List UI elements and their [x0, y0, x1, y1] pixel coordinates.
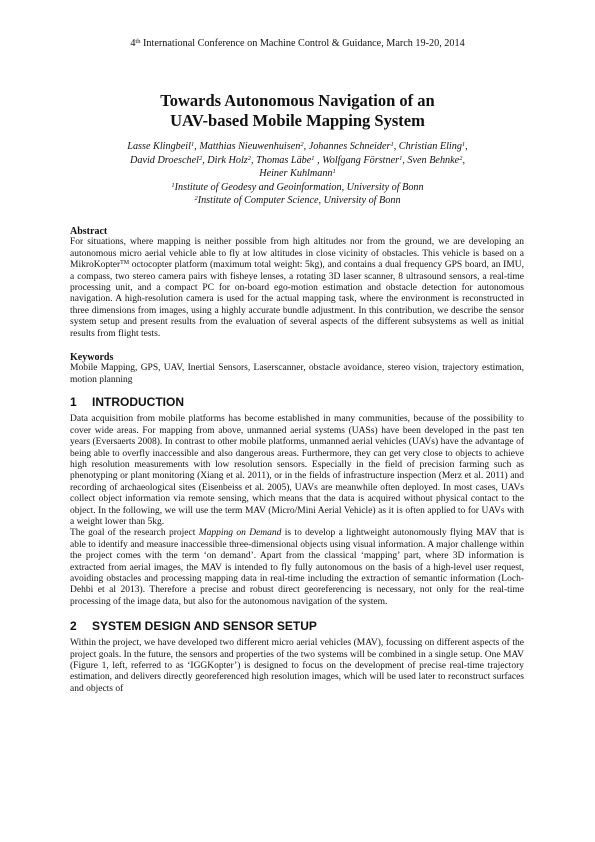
author-affiliation: 2 — [247, 154, 251, 162]
author-separator: , — [202, 154, 208, 166]
author-name: Christian Eling — [398, 141, 462, 152]
affiliation-text: Institute of Geodesy and Geoinformation, University of Bonn — [174, 181, 424, 193]
section-title: SYSTEM DESIGN AND SENSOR SETUP — [92, 619, 317, 634]
header-ordinal: 4 — [130, 38, 136, 49]
author-separator: , — [303, 141, 309, 152]
author-line-3 — [60, 167, 535, 181]
project-name-emphasis: Mapping on Demand — [198, 528, 282, 539]
title-line-1: Towards Autonomous Navigation of an — [160, 91, 435, 110]
affiliation-number: 2 — [194, 195, 198, 202]
conference-header — [0, 38, 595, 50]
abstract-text-part-2: octocopter platform (maximum total weight: 5kg), and contains a dual frequency GPS board, an IMU, a compass, two stereo camera pairs with fisheye lenses, a rotating 3D laser scanner, 8 ultrasound sensors, a real-time processing unit, and a compact PC for on-board ego-motion estimation and obstacle detection for autonomous navigation. A high-resolution camera is used for the actual mapping task, where the environment is reconstructed in three dimensions from images, using a highly accurate bundle adjustment. In this contribution, we describe the sensor system setup and present results from the evaluation of several aspects of the different subsystems as well as initial results from flight tests. — [70, 260, 524, 339]
author-name: Sven Behnke — [407, 154, 460, 166]
section-title: INTRODUCTION — [92, 395, 184, 410]
intro-paragraph-2-part-2: is to develop a lightweight autonomously flying MAV that is able to identify and measure inaccessible three-dimensional objects using visual information. A major challenge within the project comes with the term ‘on demand’. Apart from the classical ‘mapping’ part, where 3D information is extracted from aerial images, the MAV is intended to fly fully autonomous on the basis of a high-level user request, avoiding obstacles and processing mapping data in real-time including the extraction of semantic information (Loch-Dehbi et al 2013). Therefore a precise and robust direct georeferencing is necessary, not only for the real-time processing of the image data, but also for the autonomous navigation of the system. — [70, 528, 524, 607]
author-affiliation: 1 — [332, 168, 336, 175]
author-name: Dirk Holz — [207, 154, 248, 166]
author-affiliation: 2 — [198, 154, 203, 162]
author-affiliation: 2 — [300, 141, 304, 148]
author-name: Wolfgang Förstner — [322, 154, 400, 166]
author-name: Heiner Kuhlmann — [259, 168, 333, 179]
author-affiliation: 1 — [461, 141, 466, 148]
keywords-text: Mobile Mapping, GPS, UAV, Inertial Sensors, Laserscanner, obstacle avoidance, stereo vision, trajectory estimation, motion planning — [70, 363, 524, 385]
section-heading-system-design — [70, 619, 524, 633]
author-separator: , — [402, 154, 408, 166]
author-affiliation: 2 — [459, 154, 463, 162]
author-name: Thomas Läbe — [256, 154, 312, 166]
author-affiliation: 1 — [390, 141, 394, 148]
title-line-2: UAV-based Mobile Mapping System — [170, 111, 425, 130]
abstract-heading: Abstract — [70, 226, 108, 237]
intro-paragraph-2-part-1: The goal of the research project — [70, 528, 199, 539]
section-number: 2 — [70, 619, 77, 634]
spacer — [70, 340, 524, 352]
author-name: Matthias Nieuwenhuisen — [199, 141, 301, 152]
intro-paragraph-1: Data acquisition from mobile platforms has become established in many communities, because of the possibility to cover wide areas. For mapping from above, unmanned aerial systems (UASs) have been developed in the past ten years (Eversaerts 2008). In contrast to other mobile platforms, unmanned aerial vehicles (UAVs) have the advantage of being able to overfly inaccessible and also dangerous areas. Furthermore, they can get very close to objects to achieve high resolution measurements with low resolution sensors. Especially in the field of precision farming such as phenotyping or plant monitoring (Xiang et al. 2011), or in the fields of infrastructure inspection (Merz et al. 2011) and recording of archaeological sites (Eisenbeiss et al. 2005), UAVs are meanwhile often deployed. In most cases, UAVs collect object information via remote sensing, which means that the data is acquired without physical contact to the object. In the following, we will use the term MAV (Micro/Mini Aerial Vehicle) as it is often applied to for UAVs with a weight lower than 5kg. — [70, 414, 524, 527]
author-separator: , — [194, 141, 200, 152]
section-heading-introduction — [70, 395, 524, 409]
intro-paragraph-2 — [70, 528, 524, 608]
author-affiliation: 1 — [399, 154, 403, 162]
affiliation-number: 1 — [171, 181, 175, 189]
author-name: Johannes Schneider — [308, 141, 391, 152]
author-separator: , — [251, 154, 257, 166]
header-text: International Conference on Machine Control & Guidance, March 19-20, 2014 — [140, 38, 465, 49]
affiliation-1 — [60, 181, 535, 195]
section-number: 1 — [70, 395, 77, 410]
author-line-2 — [60, 154, 535, 168]
affiliation-2 — [60, 194, 535, 208]
author-separator: , — [393, 141, 399, 152]
author-name: Lasse Klingbeil — [127, 141, 191, 152]
author-affiliation: 1 — [190, 141, 195, 148]
paper-title — [0, 91, 595, 131]
author-line-1 — [60, 140, 535, 154]
header-ordinal-suffix: th — [135, 38, 141, 45]
keywords-heading: Keywords — [70, 352, 114, 364]
author-separator: , — [465, 141, 468, 152]
author-separator: , — [462, 154, 465, 166]
author-block — [60, 140, 535, 208]
abstract-text — [70, 237, 524, 340]
author-separator: , — [314, 154, 323, 166]
abstract-text-part-1: For situations, where mapping is neither possible from high altitudes nor from the ground, we are developing an autonomous micro aerial vehicle able to fly at low altitudes in close vicinity of obstacles. This vehicle is based on a MikroKopter — [70, 237, 524, 271]
author-affiliation: 1 — [311, 154, 315, 162]
system-design-paragraph-1: Within the project, we have developed two different micro aerial vehicles (MAV), focussing on different aspects of the project goals. In the future, the sensors and properties of the two systems will be combined in a single setup. One MAV (Figure 1, left, referred to as ‘IGGKopter’) is designed to focus on the development of precise real-time trajectory estimation, and delivers directly georeferenced high resolution images, which will be used later to reconstruct surfaces and objects of — [70, 638, 524, 694]
trademark-mark: TM — [120, 260, 130, 267]
affiliation-text: Institute of Computer Science, University of Bonn — [197, 195, 401, 206]
paper-body — [70, 226, 524, 695]
author-name: David Droeschel — [130, 154, 199, 166]
